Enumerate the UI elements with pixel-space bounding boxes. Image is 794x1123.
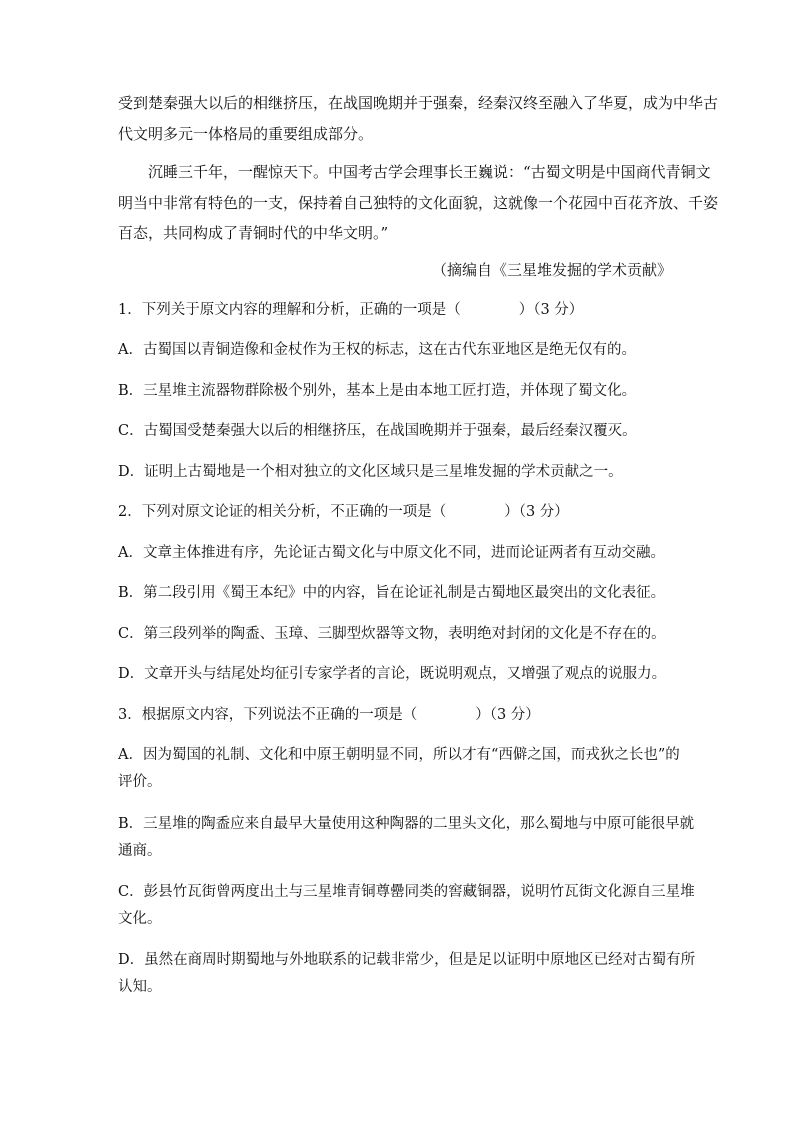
question-option: B．三星堆主流器物群除极个别外，基本上是由本地工匠打造，并体现了蜀文化。 (118, 383, 637, 399)
passage-line: 代文明多元一体格局的重要组成部分。 (118, 125, 374, 143)
question-option: A．因为蜀国的礼制、文化和中原王朝明显不同，所以才有“西僻之国，而戎狄之长也”的 (118, 747, 680, 763)
passage-line: 明当中非常有特色的一支，保持着自己独特的文化面貌，这就像一个花园中百花齐放、千姿 (118, 194, 719, 212)
question-option: C．第三段列举的陶盉、玉璋、三脚型炊器等文物，表明绝对封闭的文化是不存在的。 (118, 626, 666, 642)
question-stem: 2．下列对原文论证的相关分析，不正确的一项是（ ）（3 分） (118, 504, 569, 520)
question-option-continued: 评价。 (118, 774, 162, 790)
question-option: C．古蜀国受楚秦强大以后的相继挤压，在战国晚期并于强秦，最后经秦汉覆灭。 (118, 423, 637, 439)
question-option-continued: 认知。 (118, 979, 162, 995)
source-citation: （摘编自《三星堆发掘的学术贡献》 (431, 261, 672, 279)
question-stem: 1．下列关于原文内容的理解和分析，正确的一项是（ ）（3 分） (118, 302, 584, 318)
question-option-continued: 通商。 (118, 843, 162, 859)
question-option: B．第二段引用《蜀王本纪》中的内容，旨在论证礼制是古蜀地区最突出的文化表征。 (118, 585, 666, 601)
question-option: A．文章主体推进有序，先论证古蜀文化与中原文化不同，进而论证两者有互动交融。 (118, 545, 665, 561)
question-option: C．彭县竹瓦街曾两度出土与三星堆青铜尊罍同类的窖藏铜器，说明竹瓦街文化源自三星堆 (118, 884, 695, 900)
question-option: A．古蜀国以青铜造像和金杖作为王权的标志，这在古代东亚地区是绝无仅有的。 (118, 342, 636, 358)
question-option: D．文章开头与结尾处均征引专家学者的言论，既说明观点，又增强了观点的说服力。 (118, 666, 667, 682)
question-option: B．三星堆的陶盉应来自最早大量使用这种陶器的二里头文化，那么蜀地与中原可能很早就 (118, 816, 695, 832)
question-stem: 3．根据原文内容，下列说法不正确的一项是（ ）（3 分） (118, 707, 540, 723)
question-option: D．证明上古蜀地是一个相对独立的文化区域只是三星堆发掘的学术贡献之一。 (118, 464, 623, 480)
question-option: D．虽然在商周时期蜀地与外地联系的记载非常少，但是足以证明中原地区已经对古蜀有所 (118, 952, 696, 968)
passage-line: 沉睡三千年，一醒惊天下。中国考古学会理事长王巍说：“古蜀文明是中国商代青铜文 (148, 163, 711, 181)
passage-line: 百态，共同构成了青铜时代的中华文明。” (118, 224, 389, 242)
question-option-continued: 文化。 (118, 911, 162, 927)
passage-line: 受到楚秦强大以后的相继挤压，在战国晚期并于强秦，经秦汉终至融入了华夏，成为中华古 (118, 94, 719, 112)
